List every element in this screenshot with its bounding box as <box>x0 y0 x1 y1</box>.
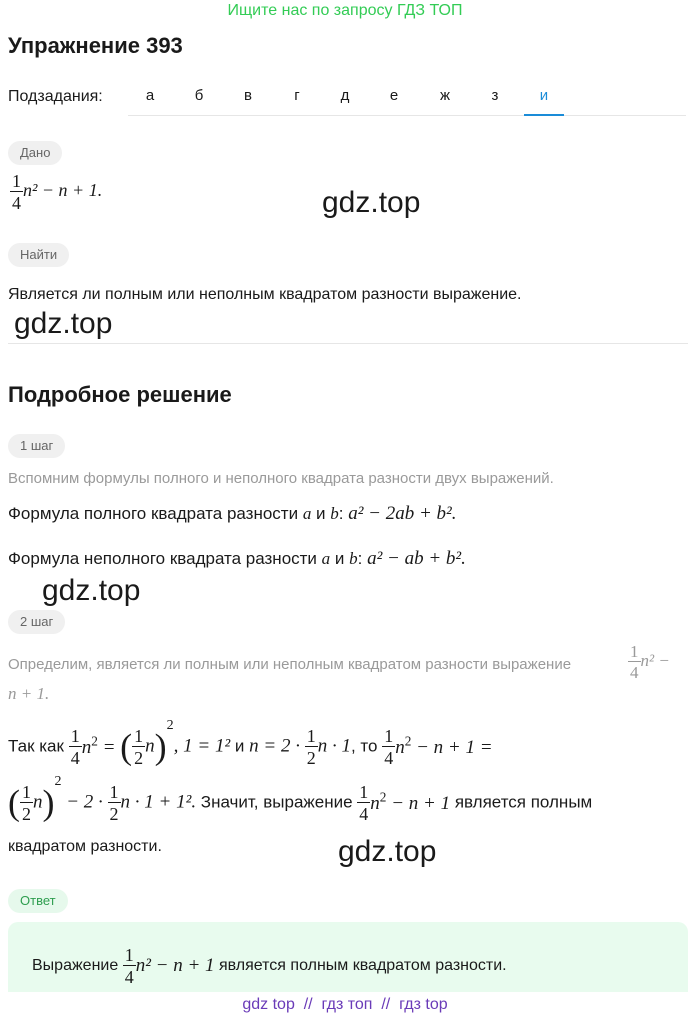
subtask-tab-i[interactable]: и <box>524 78 564 116</box>
subtasks-label: Подзадания: <box>8 88 103 105</box>
watermark-3: gdz.top <box>42 574 141 607</box>
step2-line3: квадратом разности. <box>8 838 162 855</box>
step2-line1: Так как $\frac{1}{4}$ $n^2$ = ( $\frac{1}{2}$ n)$^2$, 1 = 1² и n = 2 · $\frac{1}{2}$ n · 1, то $\frac{1}{4}$ $n^2 - n + 1$ = <box>8 718 493 768</box>
exercise-title: Упражнение 393 <box>8 33 183 58</box>
step2-line2: ( $\frac{1}{2}$ n)$^2$ − 2 · $\frac{1}{2}$ n · 1 + 1². Значит, выражение $\frac{1}{4}$ $n^2 - n + 1$ является полным <box>8 774 593 824</box>
given-fraction: $\frac{1}{4}$ <box>12 171 21 213</box>
footer-separator: // <box>381 996 391 1013</box>
step1-intro: Вспомним формулы полного и неполного квадрата разности двух выражений. <box>8 470 554 487</box>
answer-text: Выражение $\frac{1}{4}$ n² − n + 1 является полным квадратом разности. <box>32 945 507 987</box>
find-text: Является ли полным или неполным квадратом разности выражение. <box>8 286 522 303</box>
given-pill: Дано <box>8 141 62 165</box>
answer-pill: Ответ <box>8 889 68 913</box>
subtask-tabs <box>128 78 686 116</box>
footer-links <box>0 996 690 1014</box>
footer-link-gdz-top-ru[interactable]: гдз топ <box>321 996 373 1013</box>
step2-intro-expression-tail: n + 1. <box>8 684 50 703</box>
subtask-tab-b[interactable]: б <box>194 87 204 104</box>
subtask-tab-e[interactable]: е <box>389 87 399 104</box>
find-pill: Найти <box>8 243 69 267</box>
section-divider <box>8 343 688 344</box>
top-banner[interactable]: Ищите нас по запросу ГДЗ ТОП <box>227 2 463 19</box>
given-expression: $\frac{1}{4}$ n² − n + 1. <box>12 171 103 213</box>
step2-intro: Определим, является ли полным или неполным квадратом разности выражение <box>8 656 572 673</box>
full-square-formula: a² − 2ab + b². <box>348 503 457 524</box>
step2-intro-expression: $\frac{1}{4}$ n² − <box>630 642 670 682</box>
watermark-4: gdz.top <box>338 835 437 868</box>
partial-square-formula: a² − ab + b². <box>367 548 466 569</box>
watermark-1: gdz.top <box>322 186 421 219</box>
footer-link-gdz-top-mixed[interactable]: гдз top <box>399 996 448 1013</box>
subtask-tab-a[interactable]: а <box>145 87 155 104</box>
step1-pill: 1 шаг <box>8 434 65 458</box>
subtask-tab-z[interactable]: з <box>491 87 499 104</box>
subtask-tab-d[interactable]: д <box>340 87 350 104</box>
subtask-tab-g[interactable]: г <box>294 87 300 104</box>
footer-link-gdz-top[interactable]: gdz top <box>242 996 295 1013</box>
footer-separator: // <box>303 996 313 1013</box>
step1-full-formula-line: Формула полного квадрата разности a и b: a² − 2ab + b². <box>8 503 457 524</box>
step2-pill: 2 шаг <box>8 610 65 634</box>
subtask-tab-v[interactable]: в <box>244 87 252 104</box>
solution-title: Подробное решение <box>8 382 232 407</box>
subtask-tab-zh[interactable]: ж <box>439 87 451 104</box>
watermark-2: gdz.top <box>14 307 113 340</box>
step1-partial-formula-line: Формула неполного квадрата разности a и b: a² − ab + b². <box>8 548 466 569</box>
